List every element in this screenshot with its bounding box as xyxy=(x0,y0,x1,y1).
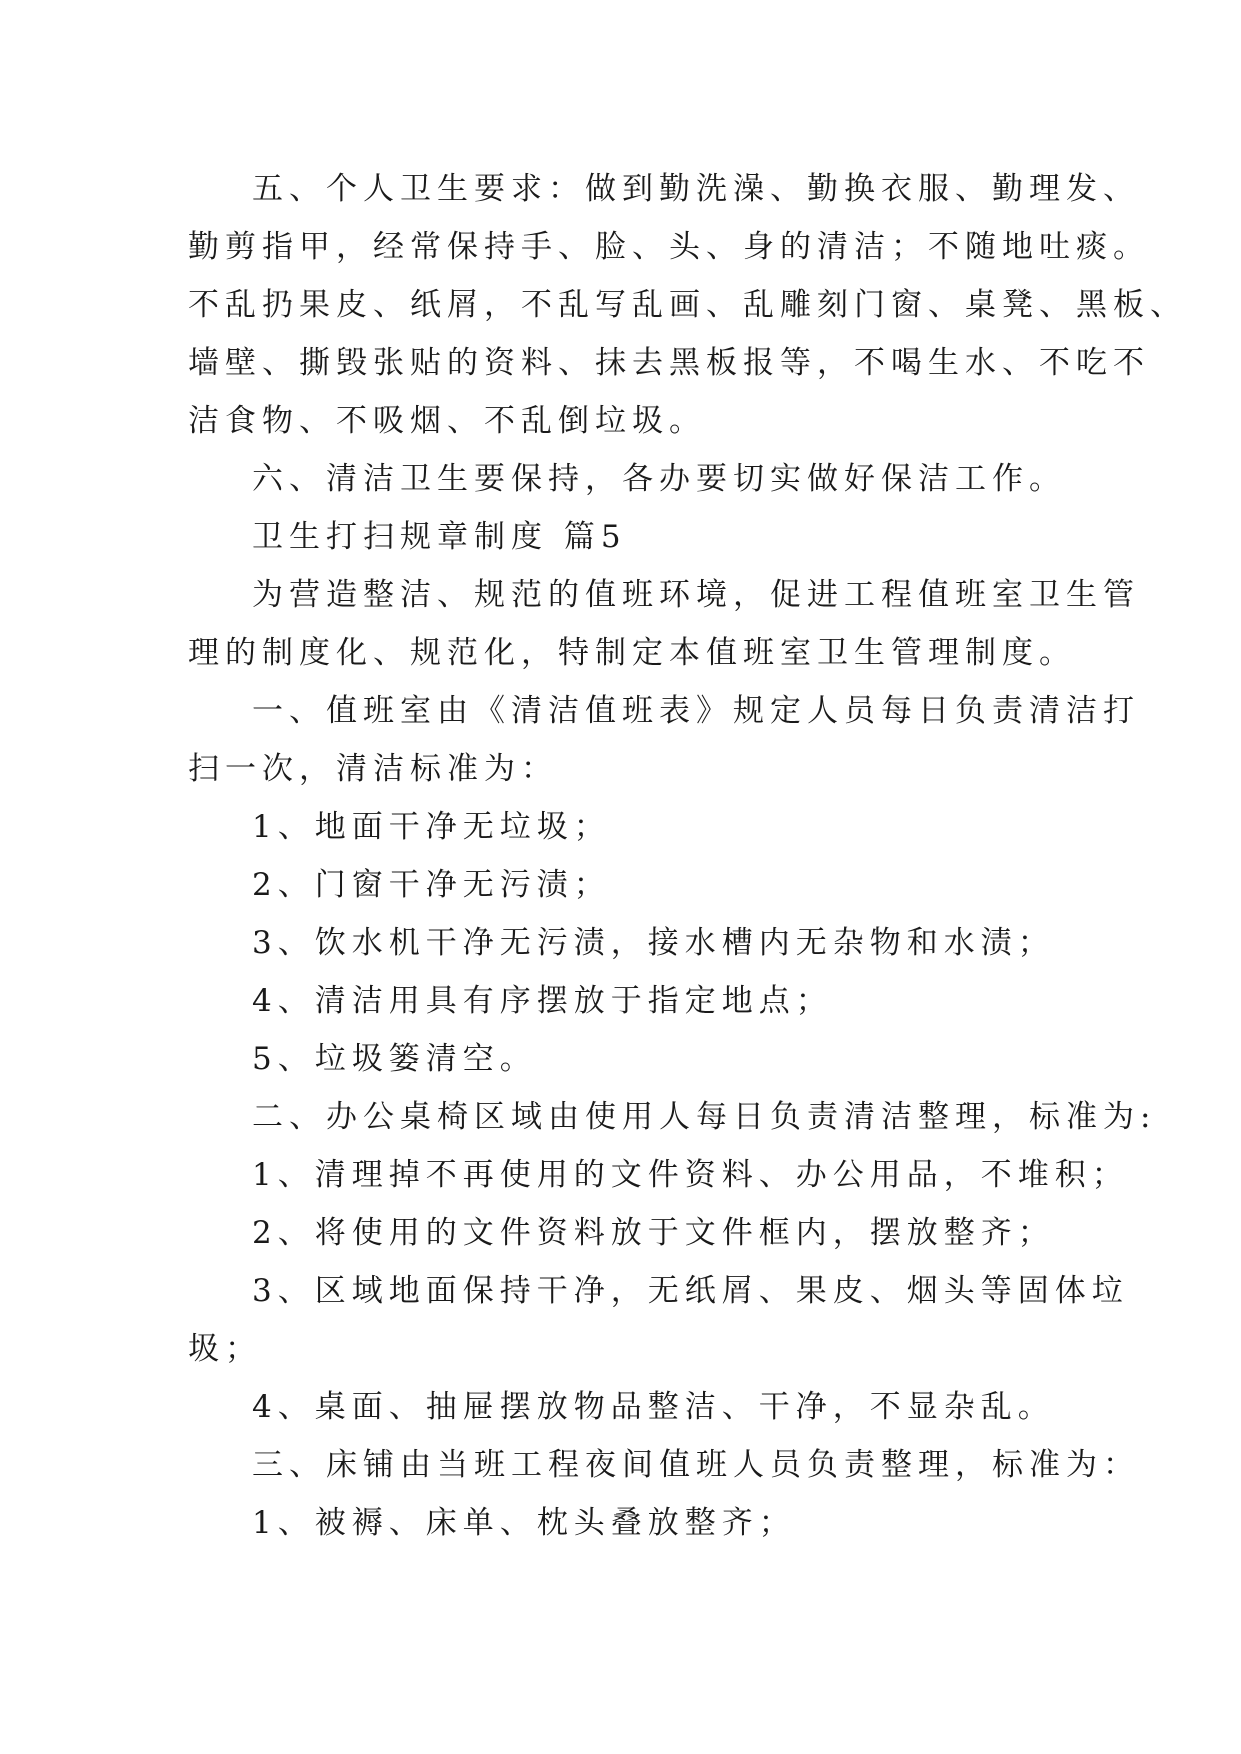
paragraph-line: 二、办公桌椅区域由使用人每日负责清洁整理，标准为: xyxy=(252,1099,1157,1135)
list-item: 3、区域地面保持干净，无纸屑、果皮、烟头等固体垃 xyxy=(252,1273,1129,1309)
list-item: 2、门窗干净无污渍； xyxy=(252,867,611,903)
paragraph-line: 一、值班室由《清洁值班表》规定人员每日负责清洁打 xyxy=(252,693,1140,729)
list-item: 4、桌面、抽屉摆放物品整洁、干净，不显杂乱。 xyxy=(252,1389,1055,1425)
paragraph-line: 洁食物、不吸烟、不乱倒垃圾。 xyxy=(188,403,706,439)
list-item: 5、垃圾篓清空。 xyxy=(252,1041,537,1077)
list-item: 1、被褥、床单、枕头叠放整齐； xyxy=(252,1505,796,1541)
section-heading: 卫生打扫规章制度 篇5 xyxy=(252,519,627,555)
paragraph-line: 扫一次，清洁标准为： xyxy=(188,751,558,787)
list-item: 2、将使用的文件资料放于文件框内，摆放整齐； xyxy=(252,1215,1055,1251)
list-item: 4、清洁用具有序摆放于指定地点； xyxy=(252,983,833,1019)
paragraph-line: 墙壁、撕毁张贴的资料、抹去黑板报等，不喝生水、不吃不 xyxy=(188,345,1150,381)
list-item: 圾； xyxy=(188,1331,262,1367)
list-item: 3、饮水机干净无污渍，接水槽内无杂物和水渍； xyxy=(252,925,1055,961)
paragraph-line: 不乱扔果皮、纸屑，不乱写乱画、乱雕刻门窗、桌凳、黑板、 xyxy=(188,287,1187,323)
paragraph-line: 六、清洁卫生要保持，各办要切实做好保洁工作。 xyxy=(252,461,1066,497)
list-item: 1、清理掉不再使用的文件资料、办公用品，不堆积； xyxy=(252,1157,1129,1193)
paragraph-line: 为营造整洁、规范的值班环境，促进工程值班室卫生管 xyxy=(252,577,1140,613)
list-item: 1、地面干净无垃圾； xyxy=(252,809,611,845)
paragraph-line: 五、个人卫生要求：做到勤洗澡、勤换衣服、勤理发、 xyxy=(252,171,1140,207)
paragraph-line: 理的制度化、规范化，特制定本值班室卫生管理制度。 xyxy=(188,635,1076,671)
paragraph-line: 勤剪指甲，经常保持手、脸、头、身的清洁；不随地吐痰。 xyxy=(188,229,1150,265)
paragraph-line: 三、床铺由当班工程夜间值班人员负责整理，标准为： xyxy=(252,1447,1140,1483)
document-page xyxy=(188,160,1187,1552)
